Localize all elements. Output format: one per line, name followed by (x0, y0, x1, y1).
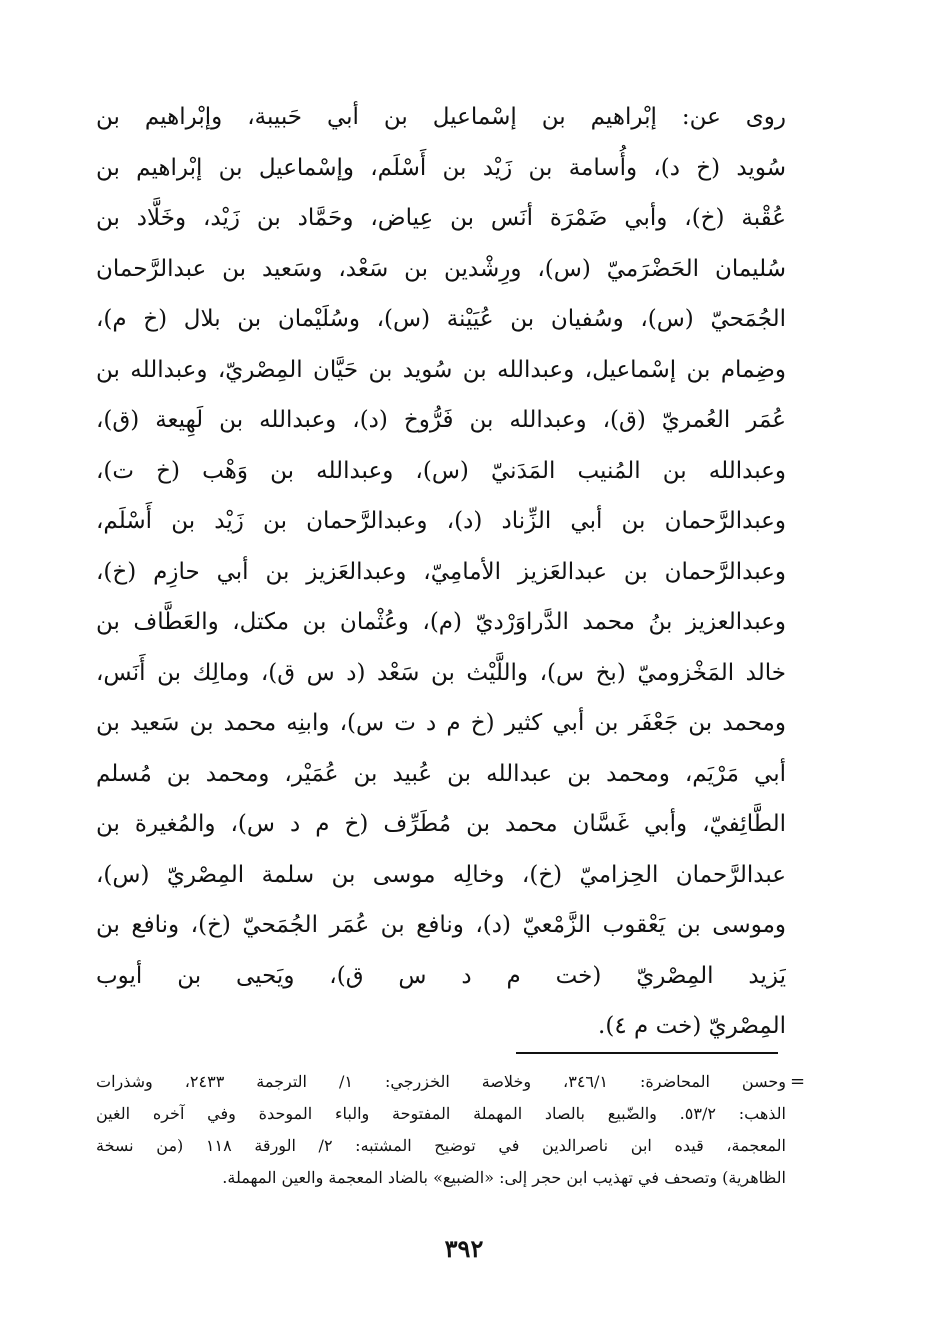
text-line: عُمَر العُمريّ (ق)، وعبدالله بن فَرُّوخ (د)، وعبدالله بن لَهِيعة (ق)، (96, 407, 786, 433)
text-line: أبي مَرْيَم، ومحمد بن عبدالله بن عُبيد بن عُمَيْر، ومحمد بن مُسلم (96, 760, 786, 787)
footnote-continuation-mark: = (790, 1071, 806, 1092)
text-line: المِصْريّ (خت م ٤). (598, 1013, 786, 1039)
footnote-line: الذهب: ٥٣/٢. والضّبيع بالصاد المهملة المفتوحة والباء الموحدة وفي آخره الغين (96, 1104, 786, 1123)
text-line: وضِمام بن إسْماعيل، وعبدالله بن سُويد بن حَيَّان المِصْريّ، وعبدالله بن (96, 356, 786, 383)
text-line: روى عن: إبْراهيم بن إسْماعيل بن أبي حَبيبة، وإبْراهيم بن (96, 104, 786, 130)
footnote-line: وحسن المحاضرة: ٣٤٦/١، وخلاصة الخزرجي: ١/ الترجمة ٢٤٣٣، وشذرات (96, 1072, 786, 1091)
footnote-separator (516, 1052, 778, 1054)
text-line: وعبدالعزيز بنُ محمد الدَّراوَرْديّ (م)، وعُثْمان بن مكتل، والعَطَّاف بن (96, 609, 786, 635)
text-line: ومحمد بن جَعْفَر بن أبي كثير (خ م د ت س)، وابنِه محمد بن سَعيد بن (96, 710, 786, 736)
footnote-block (96, 1066, 786, 1194)
text-line: وموسى بن يَعْقوب الزَّمْعيّ (د)، ونافع بن عُمَر الجُمَحيّ (خ)، ونافع بن (96, 912, 786, 938)
text-line: عُقْبة (خ)، وأبي ضَمْرَة أنَس بن عِياض، وحَمَّاد بن زَيْد، وخَلَّاد بن (96, 205, 786, 231)
footnote-line: الظاهرية) وتصحف في تهذيب ابن حجر إلى: «الضبيع» بالضاد المعجمة والعين المهملة. (222, 1168, 786, 1187)
text-line: خالد المَخْزوميّ (بخ س)، واللَّيْث بن سَعْد (د س ق)، ومالِك بن أَنَس، (96, 659, 786, 686)
text-line: سُليمان الحَضْرَميّ (س)، ورِشْدين بن سَعْد، وسَعيد بن عبدالرَّحمان (96, 255, 786, 282)
text-line: سُويد (خ د)، وأُسامة بن زَيْد بن أَسْلَم، وإسْماعيل بن إبْراهيم بن (96, 154, 786, 181)
main-text-block (96, 92, 786, 1052)
text-line: وعبدالرَّحمان بن أبي الزِّناد (د)، وعبدالرَّحمان بن زَيْد بن أَسْلَم، (96, 508, 786, 534)
footnote-line: المعجمة، قيده ابن ناصرالدين في توضيح المشتبه: ٢/ الورقة ١١٨ (من نسخة (96, 1136, 786, 1155)
text-line: عبدالرَّحمان الحِزاميّ (خ)، وخالِه موسى بن سلمة المِصْريّ (س)، (96, 861, 786, 888)
text-line: الطَّائِفيّ، وأبي غَسَّان محمد بن مُطَرِّف (خ م د س)، والمُغيرة بن (96, 811, 786, 837)
text-line: يَزيد المِصْريّ (خت م د س ق)، ويَحيى بن أيوب (96, 962, 786, 989)
text-line: وعبدالرَّحمان بن عبدالعَزيز الأمامِيّ، وعبدالعَزيز بن أبي حازِم (خ)، (96, 558, 786, 585)
text-line: الجُمَحيّ (س)، وسُفيان بن عُيَيْنة (س)، وسُلَيْمان بن بلال (خ م)، (96, 306, 786, 332)
page-number: ٣٩٢ (444, 1234, 484, 1263)
text-line: وعبدالله بن المُنيب المَدَنيّ (س)، وعبدالله بن وَهْب (خ ت)، (96, 457, 786, 484)
